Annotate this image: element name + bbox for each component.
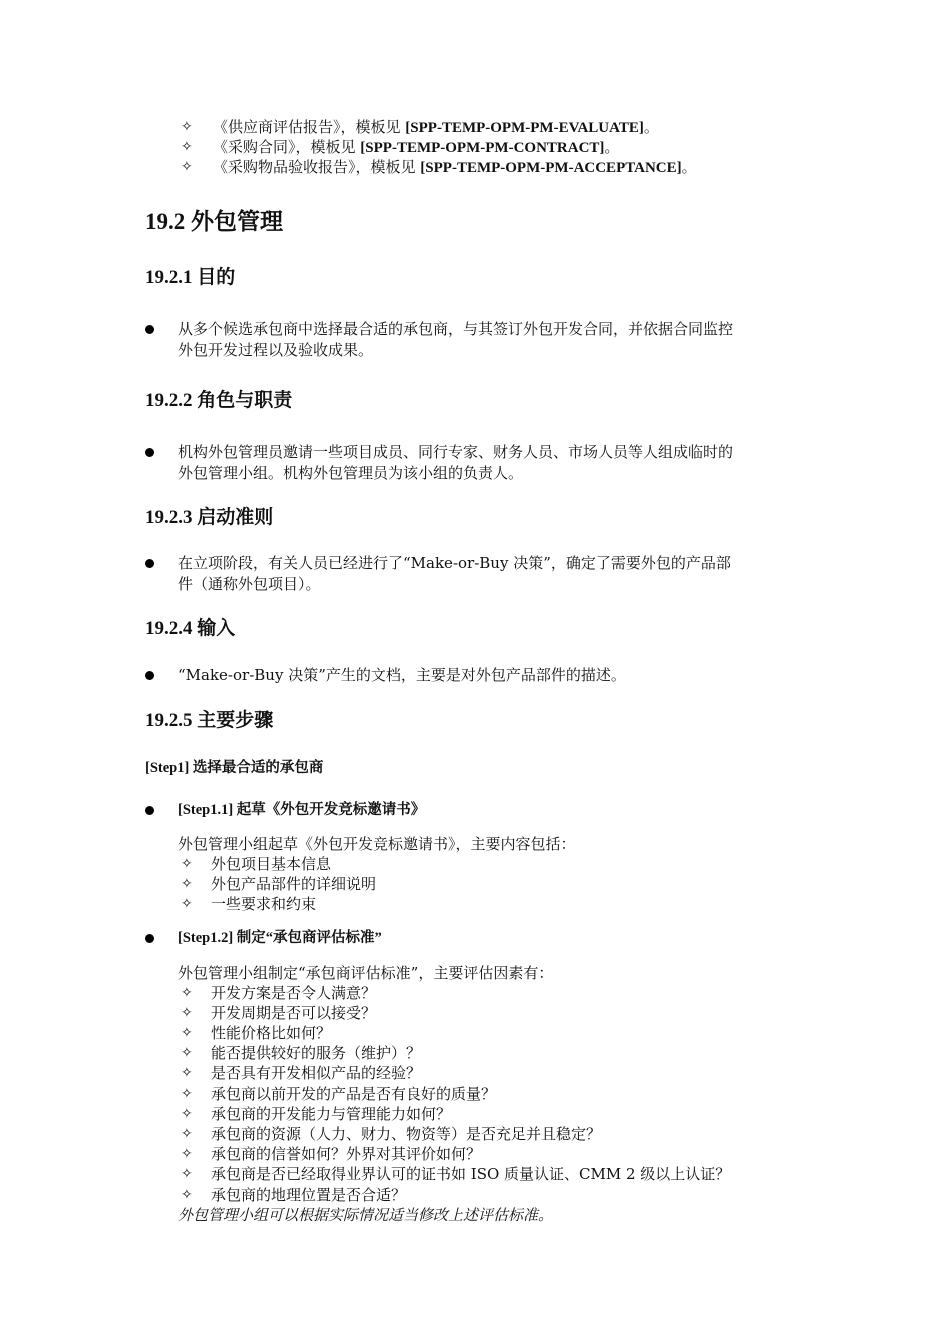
step1-1-intro: 外包管理小组起草《外包开发竞标邀请书》，主要内容包括： bbox=[178, 835, 576, 853]
step1-2-intro: 外包管理小组制定“承包商评估标准”，主要评估因素有： bbox=[178, 964, 554, 982]
diamond-bullet-icon: ✧ bbox=[181, 1045, 193, 1061]
list-item: 承包商以前开发的产品是否有良好的质量？ bbox=[211, 1085, 497, 1103]
diamond-bullet-icon: ✧ bbox=[181, 1187, 193, 1203]
template-item: 《供应商评估报告》，模板见 [SPP-TEMP-OPM-PM-EVALUATE]。 bbox=[213, 118, 659, 136]
list-item: 承包商是否已经取得业界认可的证书如 ISO 质量认证、CMM 2 级以上认证？ bbox=[211, 1165, 731, 1183]
list-item: 能否提供较好的服务（维护）？ bbox=[211, 1044, 422, 1062]
diamond-bullet-icon: ✧ bbox=[181, 1005, 193, 1021]
input-heading: 19.2.4 输入 bbox=[145, 618, 236, 639]
bullet-icon bbox=[145, 559, 154, 568]
list-item: 承包商的开发能力与管理能力如何？ bbox=[211, 1105, 452, 1123]
diamond-bullet-icon: ✧ bbox=[181, 139, 193, 155]
template-item: 《采购物品验收报告》，模板见 [SPP-TEMP-OPM-PM-ACCEPTANCE]。 bbox=[213, 158, 697, 176]
diamond-bullet-icon: ✧ bbox=[181, 1166, 193, 1182]
list-item: 承包商的资源（人力、财力、物资等）是否充足并且稳定？ bbox=[211, 1125, 602, 1143]
diamond-bullet-icon: ✧ bbox=[181, 1065, 193, 1081]
template-item: 《采购合同》，模板见 [SPP-TEMP-OPM-PM-CONTRACT]。 bbox=[213, 138, 620, 156]
bullet-icon bbox=[145, 671, 154, 680]
input-text-line: “Make-or-Buy 决策”产生的文档，主要是对外包产品部件的描述。 bbox=[178, 666, 626, 684]
purpose-text-line: 外包开发过程以及验收成果。 bbox=[178, 341, 374, 359]
bullet-icon bbox=[145, 806, 154, 815]
diamond-bullet-icon: ✧ bbox=[181, 159, 193, 175]
diamond-bullet-icon: ✧ bbox=[181, 876, 193, 892]
step1-heading: [Step1] 选择最合适的承包商 bbox=[145, 760, 324, 776]
diamond-bullet-icon: ✧ bbox=[181, 1086, 193, 1102]
start-criteria-text-line: 件（通称外包项目）。 bbox=[178, 575, 321, 593]
list-item: 开发方案是否令人满意？ bbox=[211, 984, 377, 1002]
bullet-icon bbox=[145, 448, 154, 457]
step1-1-heading: [Step1.1] 起草《外包开发竞标邀请书》 bbox=[178, 802, 426, 818]
list-item: 承包商的地理位置是否合适？ bbox=[211, 1186, 407, 1204]
diamond-bullet-icon: ✧ bbox=[181, 1025, 193, 1041]
diamond-bullet-icon: ✧ bbox=[181, 856, 193, 872]
bullet-icon bbox=[145, 325, 154, 334]
roles-text-line: 机构外包管理员邀请一些项目成员、同行专家、财务人员、市场人员等人组成临时的 bbox=[178, 443, 734, 461]
diamond-bullet-icon: ✧ bbox=[181, 119, 193, 135]
purpose-heading: 19.2.1 目的 bbox=[145, 267, 236, 288]
diamond-bullet-icon: ✧ bbox=[181, 985, 193, 1001]
step1-2-note: 外包管理小组可以根据实际情况适当修改上述评估标准。 bbox=[178, 1206, 554, 1224]
diamond-bullet-icon: ✧ bbox=[181, 1126, 193, 1142]
list-item: 开发周期是否可以接受？ bbox=[211, 1004, 377, 1022]
list-item: 外包产品部件的详细说明 bbox=[211, 875, 377, 893]
purpose-text-line: 从多个候选承包商中选择最合适的承包商，与其签订外包开发合同，并依据合同监控 bbox=[178, 320, 734, 338]
diamond-bullet-icon: ✧ bbox=[181, 1146, 193, 1162]
roles-text-line: 外包管理小组。机构外包管理员为该小组的负责人。 bbox=[178, 464, 524, 482]
list-item: 是否具有开发相似产品的经验？ bbox=[211, 1064, 422, 1082]
diamond-bullet-icon: ✧ bbox=[181, 896, 193, 912]
list-item: 性能价格比如何？ bbox=[211, 1024, 332, 1042]
list-item: 外包项目基本信息 bbox=[211, 855, 332, 873]
section-heading: 19.2 外包管理 bbox=[145, 209, 283, 234]
roles-heading: 19.2.2 角色与职责 bbox=[145, 390, 293, 411]
list-item: 一些要求和约束 bbox=[211, 895, 317, 913]
steps-heading: 19.2.5 主要步骤 bbox=[145, 710, 274, 731]
bullet-icon bbox=[145, 934, 154, 943]
start-criteria-text-line: 在立项阶段，有关人员已经进行了“Make-or-Buy 决策”，确定了需要外包的产品部 bbox=[178, 554, 731, 572]
list-item: 承包商的信誉如何？外界对其评价如何？ bbox=[211, 1145, 482, 1163]
step1-2-heading: [Step1.2] 制定“承包商评估标准” bbox=[178, 930, 382, 946]
diamond-bullet-icon: ✧ bbox=[181, 1106, 193, 1122]
start-criteria-heading: 19.2.3 启动准则 bbox=[145, 507, 274, 528]
